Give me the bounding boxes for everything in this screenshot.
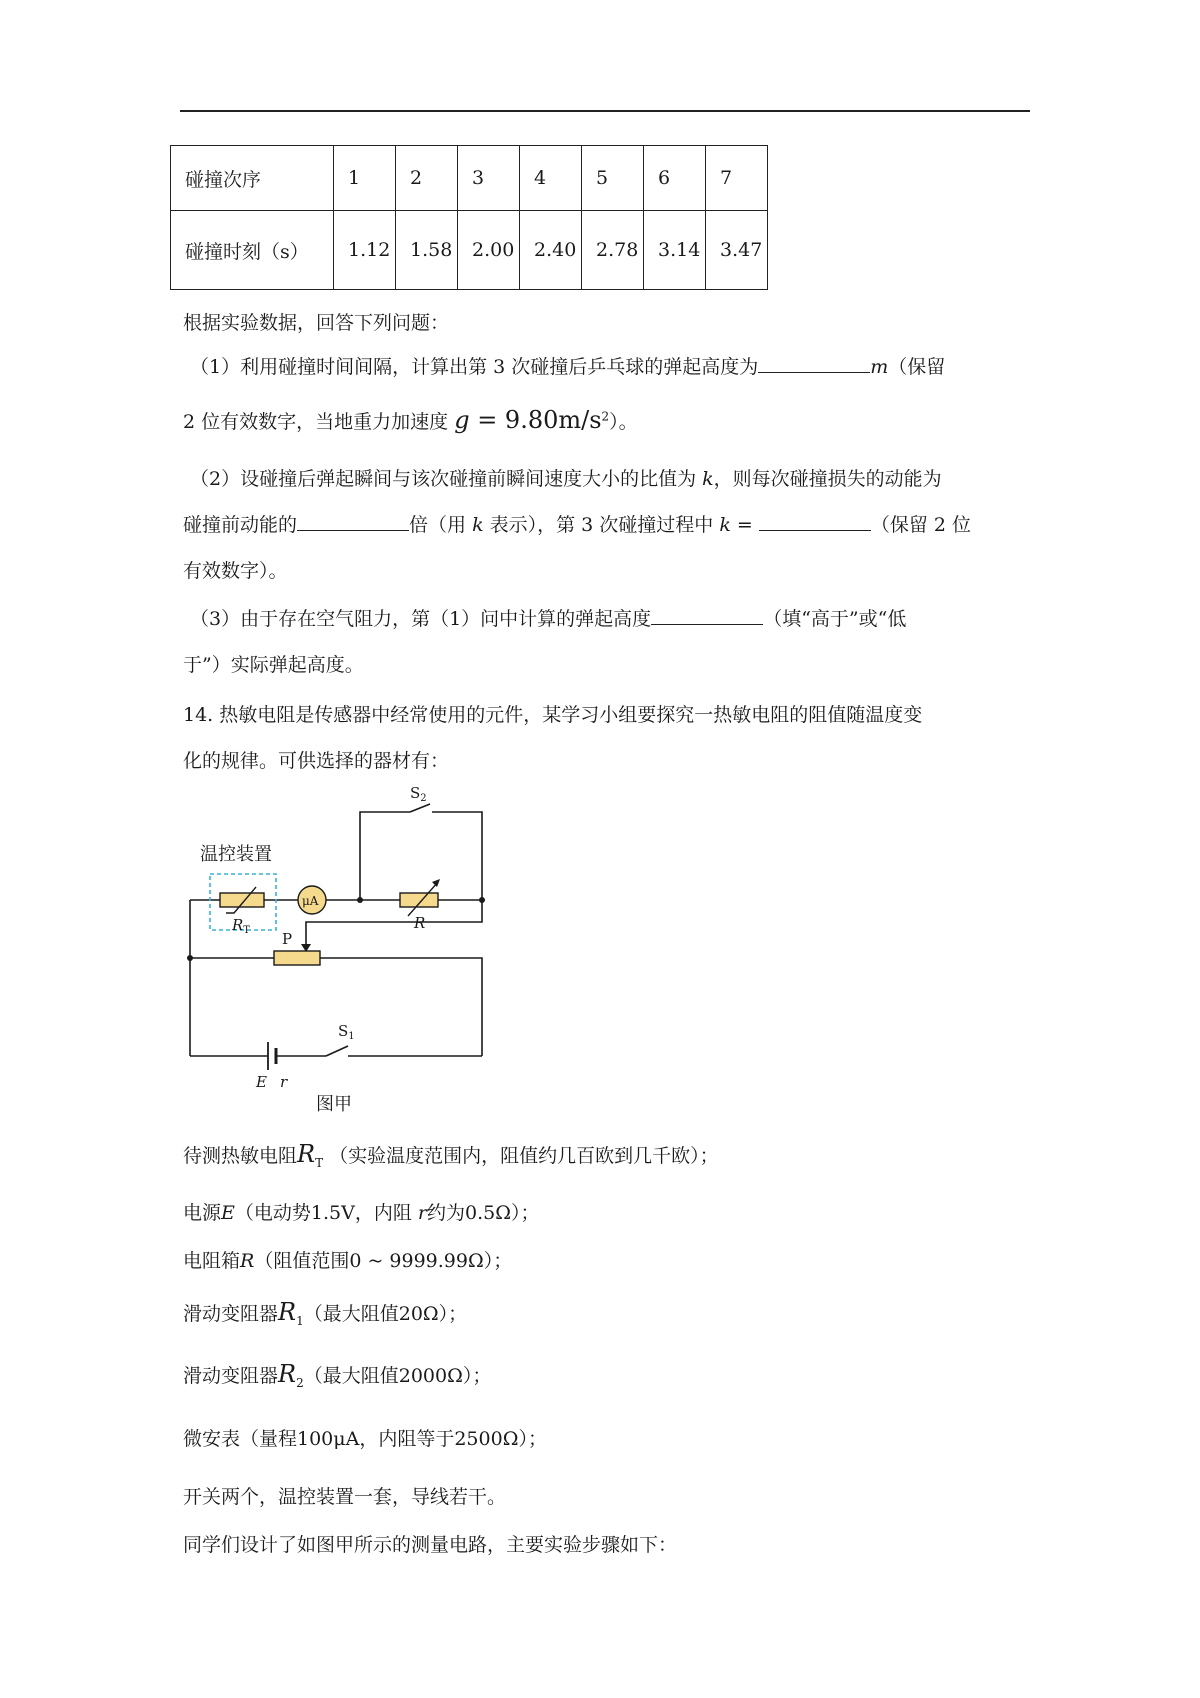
m1-sub: T xyxy=(315,1155,324,1170)
question-3-line-1 xyxy=(190,604,906,631)
equals: = xyxy=(730,514,753,536)
question-14-line-1: 14. 热敏电阻是传感器中经常使用的元件，某学习小组要探究一热敏电阻的阻值随温度变 xyxy=(183,704,923,726)
material-rheostat-1 xyxy=(183,1298,467,1328)
symbol-k: k xyxy=(702,468,714,490)
q2-text-g: （保留 2 位 xyxy=(870,514,972,536)
time-cell: 1.12 xyxy=(334,211,396,290)
answer-blank xyxy=(759,510,871,531)
m2-r: r xyxy=(417,1202,427,1224)
m4-desc: （最大阻值20Ω）； xyxy=(303,1303,468,1325)
question-3-line-2: 于”）实际弹起高度。 xyxy=(183,654,364,676)
order-cell: 3 xyxy=(458,146,520,211)
question-1-line-2 xyxy=(183,406,638,434)
procedure-intro: 同学们设计了如图甲所示的测量电路，主要实验步骤如下： xyxy=(183,1534,678,1556)
question-1-line-1 xyxy=(190,352,945,379)
time-cell: 3.47 xyxy=(706,211,768,290)
r-label: R xyxy=(414,914,426,932)
q1-text: （1）利用碰撞时间间隔，计算出第 3 次碰撞后乒乓球的弹起高度为 xyxy=(190,356,759,378)
figure-caption: 图甲 xyxy=(316,1094,352,1115)
material-power xyxy=(183,1198,539,1225)
material-switches: 开关两个，温控装置一套，导线若干。 xyxy=(183,1486,507,1508)
answer-blank xyxy=(297,510,409,531)
rt-label: $R_T$ xyxy=(232,916,250,936)
m2-e: E xyxy=(221,1202,235,1224)
exponent: 2 xyxy=(601,409,610,424)
answer-blank xyxy=(651,604,763,625)
m1-text: 待测热敏电阻 xyxy=(183,1145,298,1167)
order-cell: 1 xyxy=(334,146,396,211)
order-cell: 4 xyxy=(520,146,582,211)
q3-text: （3）由于存在空气阻力，第（1）问中计算的弹起高度 xyxy=(190,608,652,630)
m4-sub: 1 xyxy=(296,1313,304,1328)
m4-text: 滑动变阻器 xyxy=(183,1303,279,1325)
question-2-line-2 xyxy=(183,510,971,537)
q1-text-2: 2 位有效数字，当地重力加速度 xyxy=(183,411,449,433)
time-cell: 2.40 xyxy=(520,211,582,290)
order-cell: 7 xyxy=(706,146,768,211)
q2-text-b: ，则每次碰撞损失的动能为 xyxy=(713,468,942,490)
m2-desc: （电动势1.5V，内阻 xyxy=(234,1202,412,1224)
order-cell: 5 xyxy=(582,146,644,211)
s1-label: $S_1$ xyxy=(338,1022,355,1042)
gravity-value: = 9.80m/s xyxy=(469,406,602,434)
m2-desc-2: 约为0.5Ω）； xyxy=(426,1202,540,1224)
internal-r-label: r xyxy=(280,1073,288,1091)
time-cell: 2.78 xyxy=(582,211,644,290)
m3-r: R xyxy=(240,1250,255,1272)
m5-text: 滑动变阻器 xyxy=(183,1365,279,1387)
q2-text-c: 碰撞前动能的 xyxy=(183,514,298,536)
q1-end: ）。 xyxy=(609,411,638,433)
header-rule xyxy=(180,110,1030,112)
m2-text: 电源 xyxy=(183,1202,222,1224)
resistance-box-icon xyxy=(400,893,438,907)
question-14-line-2: 化的规律。可供选择的器材有： xyxy=(183,750,450,772)
circuit-diagram xyxy=(170,778,500,1091)
material-resistance-box xyxy=(183,1246,512,1273)
q2-text-e: 表示），第 3 次碰撞过程中 xyxy=(489,514,714,536)
q2-text-d: 倍（用 xyxy=(409,514,467,536)
material-thermistor xyxy=(183,1140,719,1170)
m1-desc: （实验温度范围内，阻值约几百欧到几千欧）； xyxy=(329,1145,719,1167)
question-2-line-3: 有效数字）。 xyxy=(183,560,288,582)
material-microammeter: 微安表（量程100μA，内阻等于2500Ω）； xyxy=(183,1428,547,1450)
material-rheostat-2 xyxy=(183,1360,491,1390)
symbol-k: k xyxy=(719,514,731,536)
s2-label: $S_2$ xyxy=(410,784,427,804)
m4-symbol: R xyxy=(278,1298,297,1326)
row-label-order: 碰撞次序 xyxy=(171,146,334,211)
q2-text: （2）设碰撞后弹起瞬间与该次碰撞前瞬间速度大小的比值为 xyxy=(190,468,697,490)
unit-m: m xyxy=(870,356,889,378)
p-label: P xyxy=(282,930,293,948)
row-label-time: 碰撞时刻（s） xyxy=(171,211,334,290)
symbol-k: k xyxy=(472,514,484,536)
m5-sub: 2 xyxy=(296,1375,304,1390)
symbol-g: g xyxy=(454,406,470,434)
e-label: E xyxy=(256,1073,267,1091)
meter-label: μA xyxy=(302,894,319,908)
time-cell: 1.58 xyxy=(396,211,458,290)
m3-desc: （阻值范围0 ~ 9999.99Ω）； xyxy=(254,1250,513,1272)
order-cell: 2 xyxy=(396,146,458,211)
m3-text: 电阻箱 xyxy=(183,1250,241,1272)
table-row xyxy=(171,211,768,290)
question-2-line-1 xyxy=(190,464,942,491)
thermistor-icon xyxy=(220,893,264,907)
time-cell: 2.00 xyxy=(458,211,520,290)
time-cell: 3.14 xyxy=(644,211,706,290)
answer-blank xyxy=(758,352,870,373)
intro-text: 根据实验数据，回答下列问题： xyxy=(183,312,450,334)
table-row xyxy=(171,146,768,211)
rheostat-icon xyxy=(274,951,320,965)
device-label: 温控装置 xyxy=(200,844,272,865)
m5-desc: （最大阻值2000Ω）； xyxy=(303,1365,492,1387)
order-cell: 6 xyxy=(644,146,706,211)
collision-table xyxy=(170,145,768,290)
m5-symbol: R xyxy=(278,1360,297,1388)
q1-note: （保留 xyxy=(888,356,946,378)
q3-text-b: （填“高于”或“低 xyxy=(763,608,907,630)
m1-symbol: R xyxy=(297,1140,316,1168)
